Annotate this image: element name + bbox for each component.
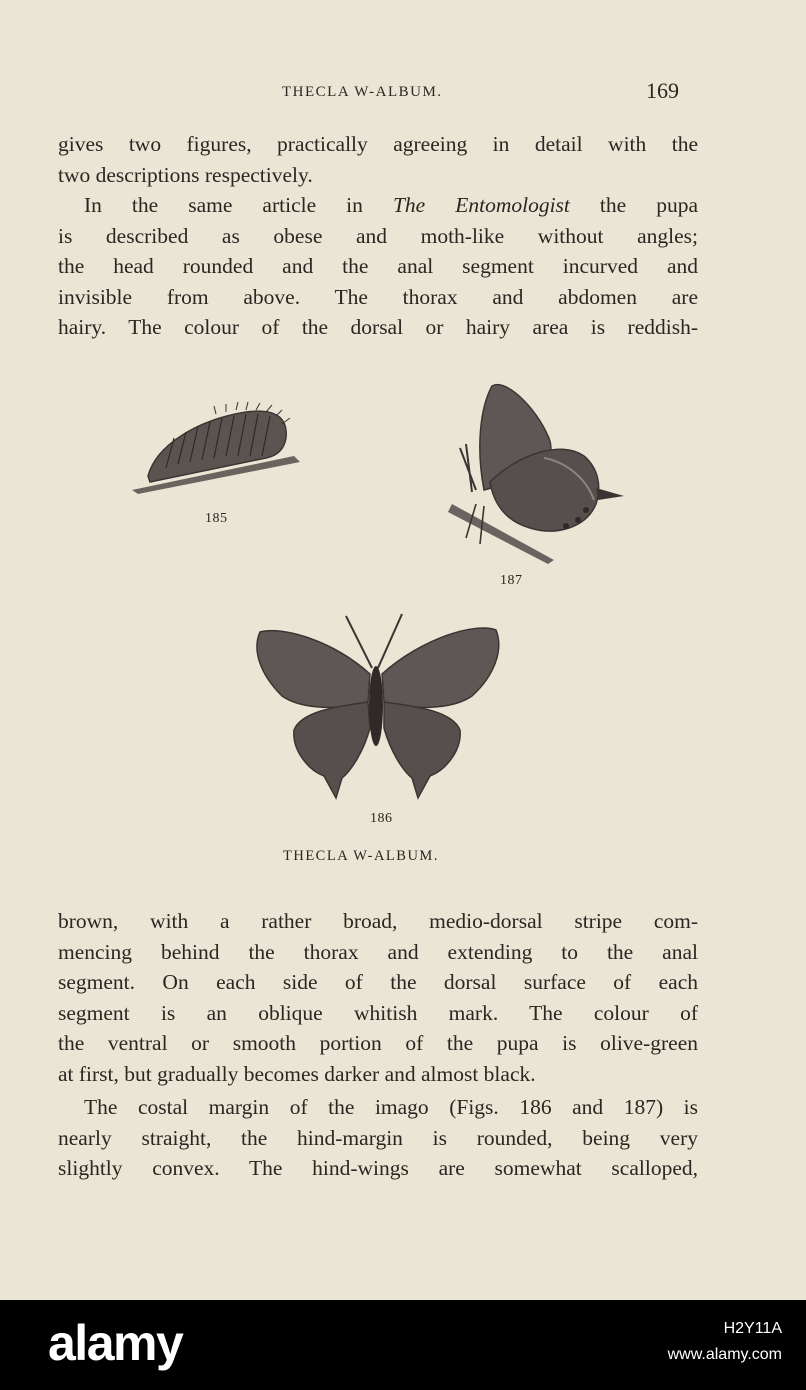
text-line: is described as obese and moth-like without angles;	[58, 223, 698, 248]
pupa-illustration	[126, 398, 306, 498]
text-span: the pupa	[599, 193, 699, 217]
page-number: 169	[646, 78, 679, 103]
journal-title: The Entomologist	[392, 193, 570, 217]
stock-photo-footer	[0, 1300, 806, 1390]
text-line	[58, 190, 698, 221]
text-line: gives two figures, practically agreeing in detail with the	[58, 132, 698, 156]
text-line: slightly convex. The hind-wings are somewhat scalloped,	[58, 1156, 698, 1181]
paragraph-3	[58, 906, 698, 1090]
paragraph-4	[58, 1092, 698, 1184]
paragraph-2	[58, 190, 698, 343]
text-line: two descriptions respectively.	[58, 162, 313, 187]
alamy-logo: alamy	[48, 1315, 183, 1371]
text-line: nearly straight, the hind-margin is rounded, being very	[58, 1125, 698, 1150]
text-line: hairy. The colour of the dorsal or hairy area is reddish-	[58, 315, 698, 340]
text-line: mencing behind the thorax and extending to the anal	[58, 939, 698, 964]
text-line: at first, but gradually becomes darker and almost black.	[58, 1061, 536, 1086]
text-line: the ventral or smooth portion of the pupa is olive-green	[58, 1031, 698, 1056]
image-id: H2Y11A	[723, 1320, 782, 1337]
footer-url[interactable]: www.alamy.com	[667, 1346, 782, 1363]
figure-187-label: 187	[500, 573, 523, 588]
paragraph-1	[58, 129, 698, 190]
text-line: segment. On each side of the dorsal surface of each	[58, 970, 698, 995]
figure-caption: THECLA W-ALBUM.	[283, 848, 439, 864]
text-line: invisible from above. The thorax and abdomen are	[58, 284, 698, 309]
figure-186-label: 186	[370, 811, 393, 826]
text-line: brown, with a rather broad, medio-dorsal stripe com-	[58, 909, 698, 933]
figure-185-label: 185	[205, 511, 228, 526]
text-line: segment is an oblique whitish mark. The colour of	[58, 1000, 698, 1025]
text-line: The costal margin of the imago (Figs. 186 and 187) is	[84, 1095, 698, 1119]
butterfly-top-view-illustration	[252, 610, 502, 804]
text-line: the head rounded and the anal segment incurved and	[58, 254, 698, 279]
butterfly-side-view-illustration	[446, 378, 630, 568]
running-title: THECLA W-ALBUM.	[282, 84, 443, 100]
text-span: In the same article in	[84, 193, 363, 217]
